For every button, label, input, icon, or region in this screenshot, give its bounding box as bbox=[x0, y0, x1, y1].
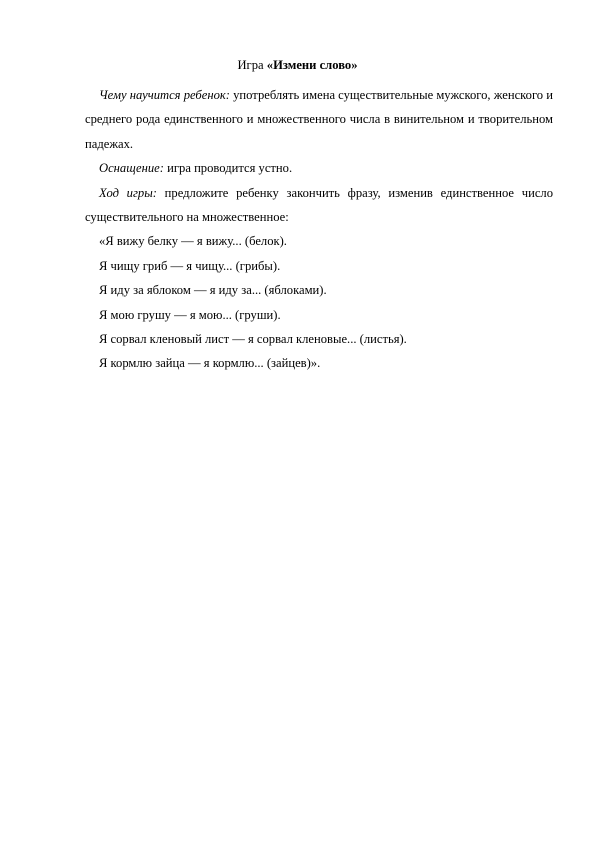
document-title bbox=[0, 57, 595, 73]
examples-list bbox=[85, 229, 553, 375]
example-line: Я иду за яблоком — я иду за... (яблоками). bbox=[99, 283, 327, 298]
equipment-paragraph bbox=[85, 156, 553, 180]
title-prefix: Игра bbox=[237, 58, 264, 72]
goal-label: Чему научится ребенок: bbox=[99, 88, 230, 102]
procedure-label: Ход игры: bbox=[99, 185, 157, 200]
example-line: Я мою грушу — я мою... (груши). bbox=[99, 307, 281, 322]
example-line: Я чищу гриб — я чищу... (грибы). bbox=[99, 258, 281, 273]
document-body bbox=[85, 83, 553, 376]
example-line: Я сорвал кленовый лист — я сорвал кленовые... (листья). bbox=[99, 332, 407, 347]
goal-paragraph bbox=[85, 83, 553, 156]
procedure-text: предложите ребенку закончить фразу, изменив единственное число существительного на множественное: bbox=[85, 185, 553, 225]
goal-text: употреблять имена существительные мужского, женского и среднего рода единственного и множественного числа в винительном и творительном падежах. bbox=[85, 88, 553, 151]
example-line: Я кормлю зайца — я кормлю... (зайцев)». bbox=[99, 356, 321, 371]
equipment-text: игра проводится устно. bbox=[167, 161, 293, 176]
equipment-label: Оснащение: bbox=[99, 161, 164, 176]
game-name: «Измени слово» bbox=[266, 58, 358, 72]
procedure-paragraph bbox=[85, 181, 553, 230]
example-line: «Я вижу белку — я вижу... (белок). bbox=[99, 234, 287, 249]
